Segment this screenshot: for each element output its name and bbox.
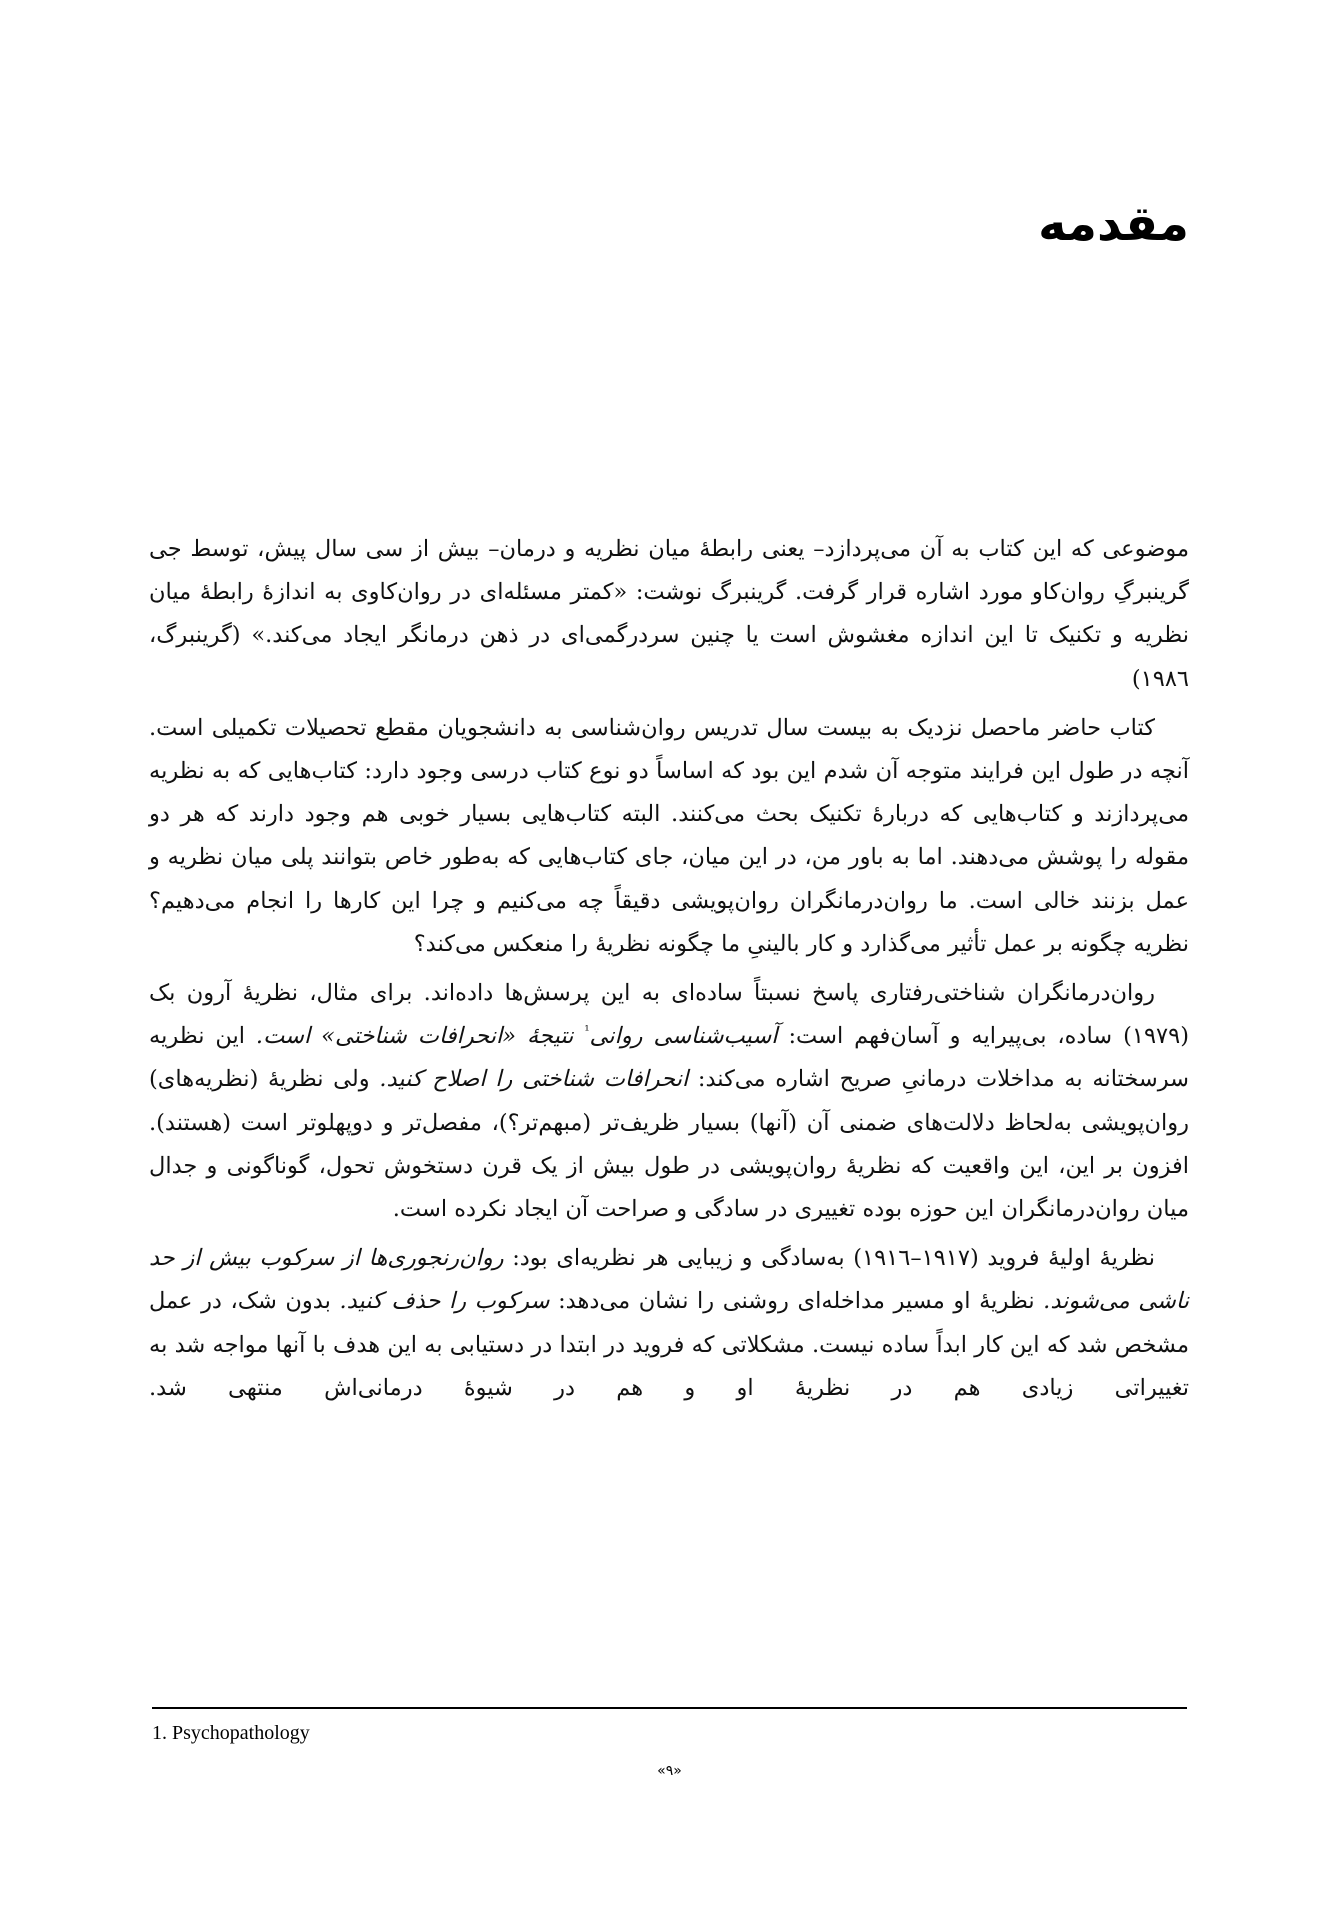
paragraph-text: موضوعی که این کتاب به آن می‌پردازد– یعنی رابطهٔ میان نظریه و درمان– بیش از سی سال پیش، توسط جی گرینبرگِ روان‌کاو مورد اشاره قرار گرفت. گرینبرگ نوشت: «کمتر مسئله‌ای در روان‌کاوی به اندازهٔ رابطهٔ میان نظریه و تکنیک تا این اندازه مغشوش است یا چنین سردرگمی‌ای در ذهن درمانگر ایجاد می‌کند.» (گرینبرگ، ۱۹۸٦) [149, 536, 1189, 692]
paragraph [149, 1237, 1189, 1410]
paragraph-text: روان‌درمانگران شناختی‌رفتاری پاسخ نسبتاً ساده‌ای به این پرسش‌ها داده‌اند. برای مثال، نظریهٔ آرون بک (۱۹۷۹) ساده، بی‌پیرایه و آسان‌فهم است: [149, 980, 1189, 1050]
paragraph-text: ولی نظریهٔ (نظریه‌های) روان‌پویشی به‌لحاظ دلالت‌های ضمنی آن (آنها) بسیار ظریف‌تر (مبهم‌تر؟)، مفصل‌تر و دوپهلوتر است (هستند). افزون بر این، این واقعیت که نظریهٔ روان‌پویشی در طول بیش از یک قرن دستخوش تحول، گوناگونی و جدال میان روان‌درمانگران این حوزه بوده تغییری در سادگی و صراحت آن ایجاد نکرده است. [149, 1066, 1189, 1223]
footnote-marker: ¹ [584, 1023, 590, 1039]
emphasized-text: آسیب‌شناسی روانی [589, 1023, 778, 1050]
paragraph [149, 528, 1189, 701]
emphasized-text: سرکوب را حذف کنید. [339, 1288, 550, 1315]
paragraph-text: کتاب حاضر ماحصل نزدیک به بیست سال تدریس روان‌شناسی به دانشجویان مقطع تحصیلات تکمیلی است. آنچه در طول این فرایند متوجه آن شدم این بود که اساساً دو نوع کتاب درسی وجود دارد: کتاب‌هایی که به نظریه می‌پردازند و کتاب‌هایی که دربارهٔ تکنیک بحث می‌کنند. البته کتاب‌هایی بسیار خوبی هم وجود دارند که هر دو مقوله را پوشش می‌دهند. اما به باور من، در این میان، جای کتاب‌هایی که به‌طور خاص بتوانند پلی میان نظریه و عمل بزنند خالی است. ما روان‌درمانگران روان‌پویشی دقیقاً چه می‌کنیم و چرا این کارها را انجام می‌دهیم؟ نظریه چگونه بر عمل تأثیر می‌گذارد و کار بالینیِ ما چگونه نظریهٔ را منعکس می‌کند؟ [149, 714, 1189, 957]
emphasized-text: نتیجهٔ «انحرافات شناختی» است. [255, 1023, 585, 1050]
paragraph-text: نظریهٔ او مسیر مداخله‌ای روشنی را نشان می‌دهد: [549, 1288, 1044, 1315]
paragraph [149, 972, 1189, 1231]
paragraph-text: نظریهٔ اولیهٔ فروید (۱۹۱۷–۱۹۱٦) به‌سادگی و زیبایی هر نظریه‌ای بود: [503, 1245, 1155, 1272]
emphasized-text: انحرافات شناختی را اصلاح کنید. [379, 1066, 689, 1093]
body-text [149, 528, 1189, 1416]
emphasized-text: روان‌رنجوری‌ها از سرکوب بیش از حد ناشی می‌شوند. [149, 1245, 1189, 1315]
page-title: مقدمه [1038, 196, 1189, 252]
paragraph-text: این نظریه سرسختانه به مداخلات درمانیِ صریح اشاره می‌کند: [149, 1023, 1189, 1093]
paragraph [149, 707, 1189, 966]
footnote: 1. Psychopathology [152, 1722, 310, 1744]
paragraph-text: بدون شک، در عمل مشخص شد که این کار ابداً ساده نیست. مشکلاتی که فروید در ابتدا در دستیابی به این هدف با آنها مواجه شد به تغییراتی زیادی هم در نظریهٔ او و هم در شیوهٔ درمانی‌اش منتهی شد. [149, 1288, 1189, 1401]
footnote-divider [152, 1707, 1187, 1709]
page-number: «۹» [657, 1763, 682, 1779]
